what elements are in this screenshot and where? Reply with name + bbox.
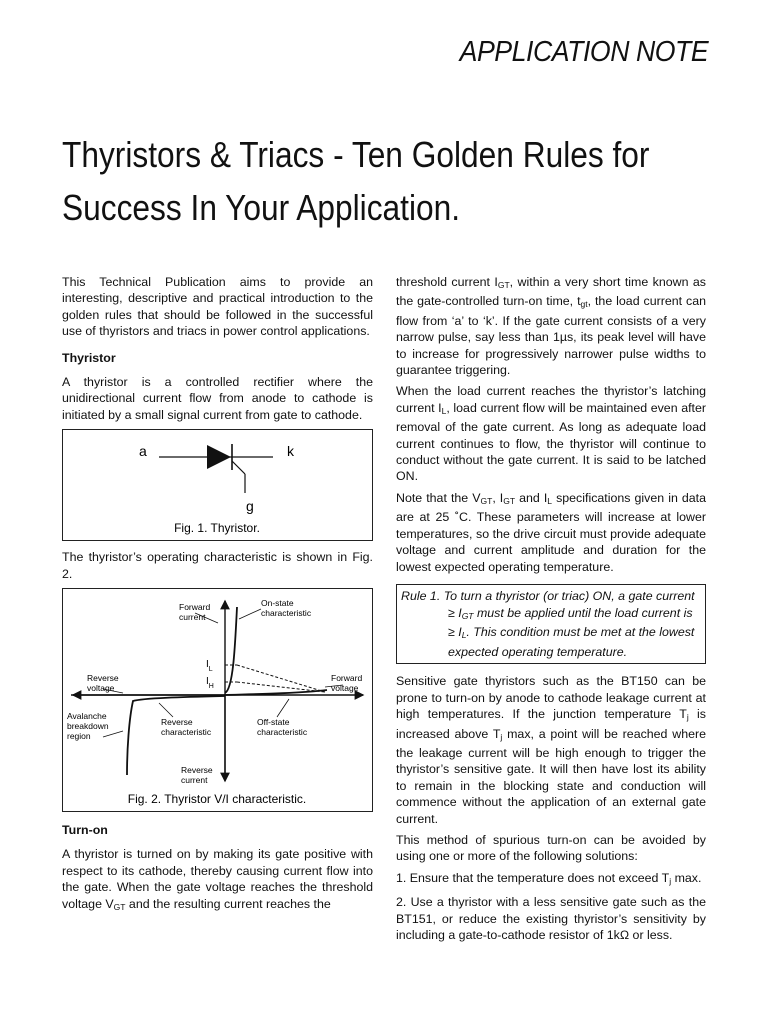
title-line-2: Success In Your Application. — [62, 187, 461, 228]
document-type-label: APPLICATION NOTE — [459, 36, 708, 68]
latching-paragraph: When the load current reaches the thyristor’s latching current $I_L$, load current flow will be maintained even after removal of the gate current. As long as adequate load current continues to flow, the thyristor will continue to conduct without the gate current. It is said to be latched ON. — [396, 384, 706, 484]
rule-1-box: Rule 1. To turn a thyristor (or triac) ON, a gate current ≥ $I_{GT}$ must be applied until the load current is ≥ $I_L$. This condition must be met at the lowest expected operating temperature. — [396, 584, 706, 664]
sensitive-gate-paragraph: Sensitive gate thyristors such as the BT150 can be prone to turn-on by anode to cathode leakage current at high temperatures. If the junction temperature $T_j$ is increased above $T_j$ max, a point will be reached where the leakage current will be high enough to trigger the thyristor’s sensitive gate. It will then have lost its ability to remain in the blocking state and conduction will commence without the application of an external gate current. — [396, 674, 706, 826]
forward-current-label-1: Forward — [179, 602, 211, 613]
anode-label: a — [139, 443, 147, 460]
cathode-label: k — [287, 443, 294, 460]
spurious-turnon-paragraph: This method of spurious turn-on can be avoided by using one or more of the following solutions: — [396, 832, 706, 864]
left-column — [62, 274, 373, 920]
ih-label: $I_H$ — [206, 676, 214, 691]
reverse-current-label-1: Reverse — [181, 765, 213, 776]
intro-paragraph: This Technical Publication aims to provide an interesting, descriptive and practical introduction to the golden rules that should be followed in the successful use of thyristors and triacs in power control applications. — [62, 275, 373, 339]
right-column — [396, 274, 706, 948]
forward-current-label-2: current — [179, 612, 206, 623]
reverse-voltage-label-1: Reverse — [87, 673, 119, 684]
figure-1-caption: Fig. 1. Thyristor. — [174, 521, 260, 536]
on-state-label-2: characteristic — [261, 608, 312, 619]
thyristor-symbol — [63, 430, 372, 540]
forward-voltage-label-2: voltage — [331, 683, 359, 694]
figure-1-thyristor — [62, 429, 373, 541]
thyristor-paragraph: A thyristor is a controlled rectifier where the unidirectional current flow from anode to cathode is initiated by a small signal current from gate to cathode. — [62, 375, 373, 422]
offstate-label-2: characteristic — [257, 727, 308, 738]
diode-triangle — [207, 445, 231, 469]
avalanche-label-3: region — [67, 731, 91, 742]
reverse-current-label-2: current — [181, 775, 208, 786]
offstate-label-1: Off-state — [257, 717, 290, 728]
figure-2-vi-characteristic — [62, 588, 373, 812]
forward-voltage-label-1: Forward — [331, 673, 363, 684]
turnon-heading: Turn-on — [62, 823, 108, 838]
on-state-label-1: On-state — [261, 598, 294, 609]
off-state-curve — [225, 690, 327, 695]
title-line-1: Thyristors & Triacs - Ten Golden Rules for — [62, 134, 650, 175]
figure-2-caption: Fig. 2. Thyristor V/I characteristic. — [127, 792, 307, 807]
reverse-voltage-label-2: voltage — [87, 683, 115, 694]
avalanche-label-2: breakdown — [67, 721, 109, 732]
vi-characteristic-diagram — [63, 589, 372, 811]
gate-trigger-paragraph: threshold current $I_{GT}$, within a very short time known as the gate-controlled turn-on time, $t_{gt}$, the load current can flow from ‘a’ to ‘k’. If the gate current consists of a very narrow pulse, say less than 1µs, its peak level will have to increase for progressively narrower pulse widths to guarantee triggering. — [396, 275, 707, 378]
reverse-char-label-2: characteristic — [161, 727, 212, 738]
gate-label: g — [246, 498, 254, 515]
il-label: $I_L$ — [206, 659, 213, 674]
solution-1: 1. Ensure that the temperature does not exceed $T_j$ max. — [396, 870, 702, 886]
page-title — [62, 128, 660, 234]
characteristic-paragraph: The thyristor’s operating characteristic is shown in Fig. 2. — [62, 550, 373, 581]
turnon-paragraph: A thyristor is turned on by making its gate positive with respect to its cathode, thereby causing current flow into the gate. When the gate voltage reaches the threshold voltage $V_{GT}$ and the resulting current reaches the — [62, 847, 373, 912]
solution-2: 2. Use a thyristor with a less sensitive gate such as the BT151, or reduce the existing thyristor’s sensitivity by including a gate-to-cathode resistor of 1kΩ or less. — [396, 895, 706, 942]
avalanche-label-1: Avalanche — [67, 711, 107, 722]
on-state-curve — [225, 607, 237, 693]
thyristor-heading: Thyristor — [62, 350, 116, 365]
temperature-paragraph: Note that the $V_{GT}$, $I_{GT}$ and $I_L$ specifications given in data are at 25 ˚C. These parameters will increase at lower temperatures, so the drive circuit must provide adequate voltage and current amplitude and duration for the lowest expected operating temperature. — [396, 490, 706, 574]
reverse-char-label-1: Reverse — [161, 717, 193, 728]
